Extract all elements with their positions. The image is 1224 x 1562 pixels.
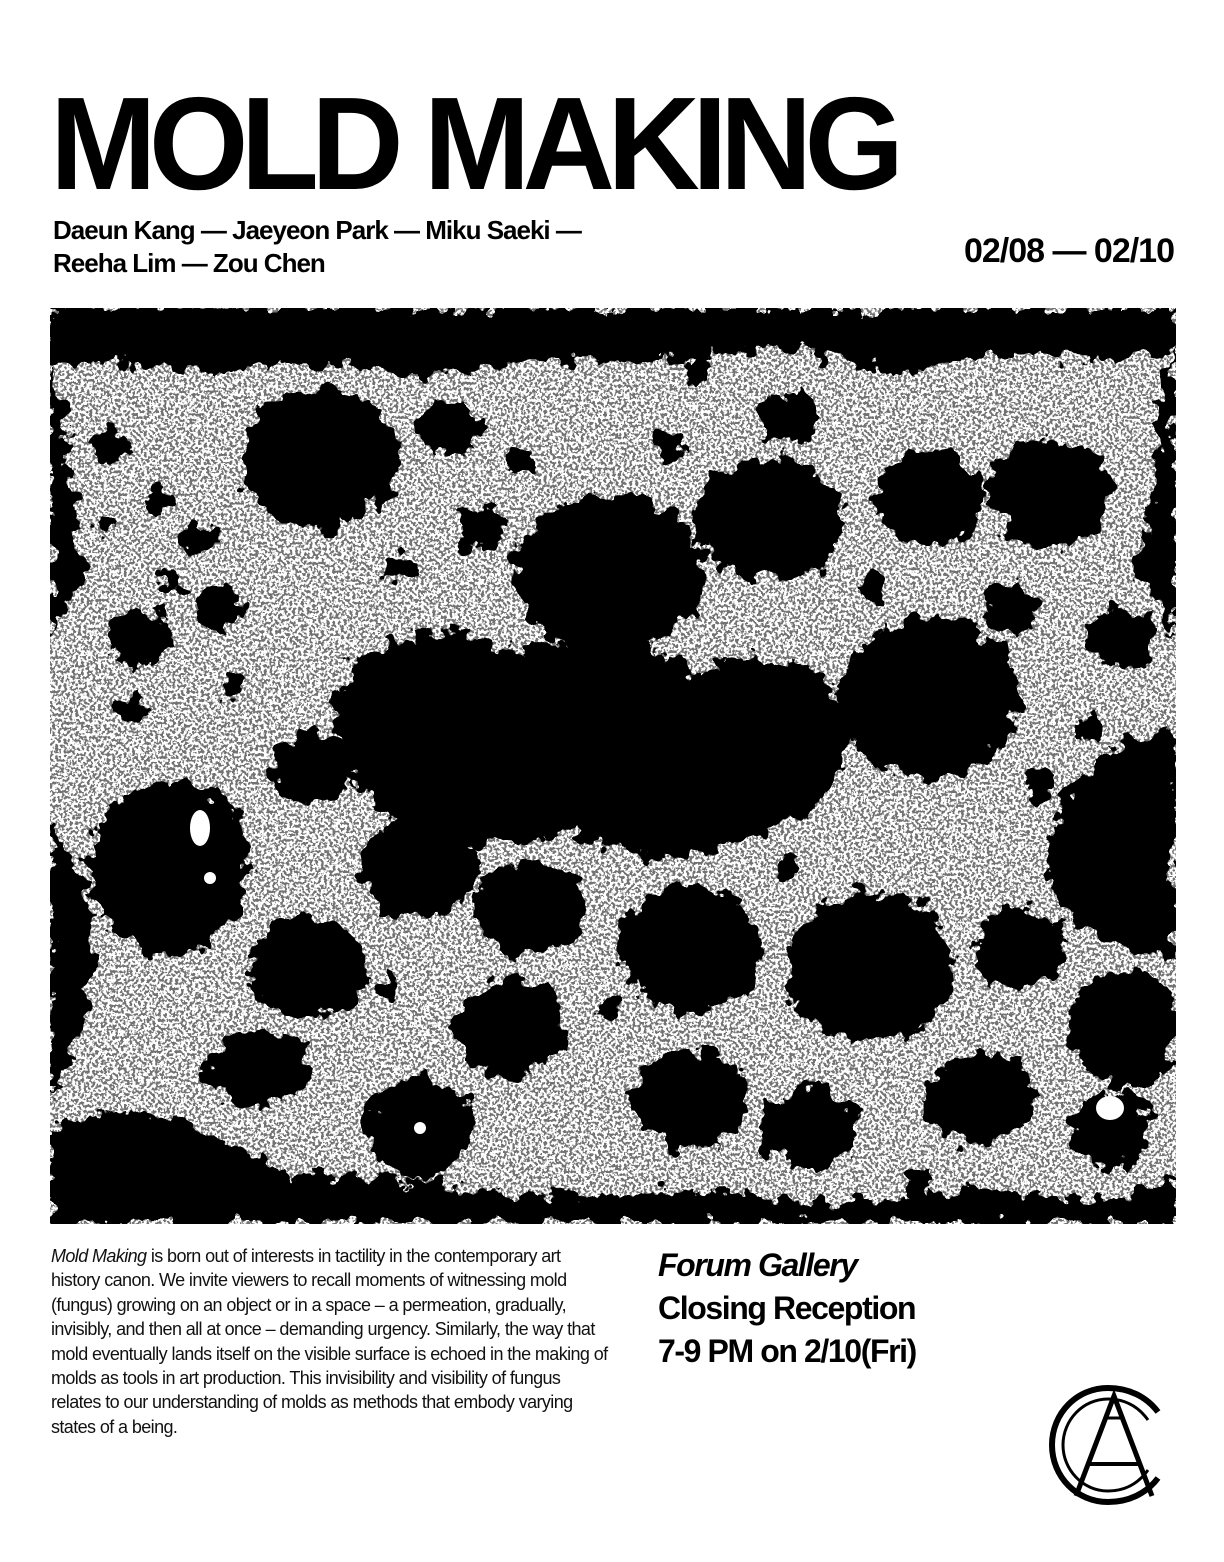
exhibition-dates: 02/08 — 02/10 bbox=[963, 232, 1174, 270]
exhibition-description bbox=[51, 1244, 611, 1439]
mold-image bbox=[50, 308, 1176, 1224]
artist-list bbox=[53, 214, 581, 280]
description-body: is born out of interests in tactility in the contemporary art history canon. We invite viewers to recall moments of witnessing mold (fungus) growing on an object or in a space – a permeation, gradually, invisibly, and then all at once – demanding urgency. Similarly, the way that mold eventually lands itself on the visible surface is echoed in the making of molds as tools in art production. This invisibility and visibility of fungus relates to our understanding of molds as methods that embody varying states of a being. bbox=[51, 1246, 608, 1437]
artist-list-line-2: Reeha Lim — Zou Chen bbox=[53, 248, 325, 278]
ac-monogram-icon bbox=[1048, 1384, 1168, 1506]
mold-texture-graphic bbox=[50, 308, 1176, 1224]
event-name: Closing Reception bbox=[658, 1290, 916, 1326]
description-title-italic: Mold Making bbox=[51, 1246, 147, 1266]
poster-title: MOLD MAKING bbox=[50, 70, 897, 217]
artist-list-line-1: Daeun Kang — Jaeyeon Park — Miku Saeki — bbox=[53, 215, 581, 245]
event-time: 7-9 PM on 2/10(Fri) bbox=[658, 1333, 916, 1369]
venue-name: Forum Gallery bbox=[658, 1247, 857, 1283]
event-info bbox=[658, 1244, 916, 1373]
